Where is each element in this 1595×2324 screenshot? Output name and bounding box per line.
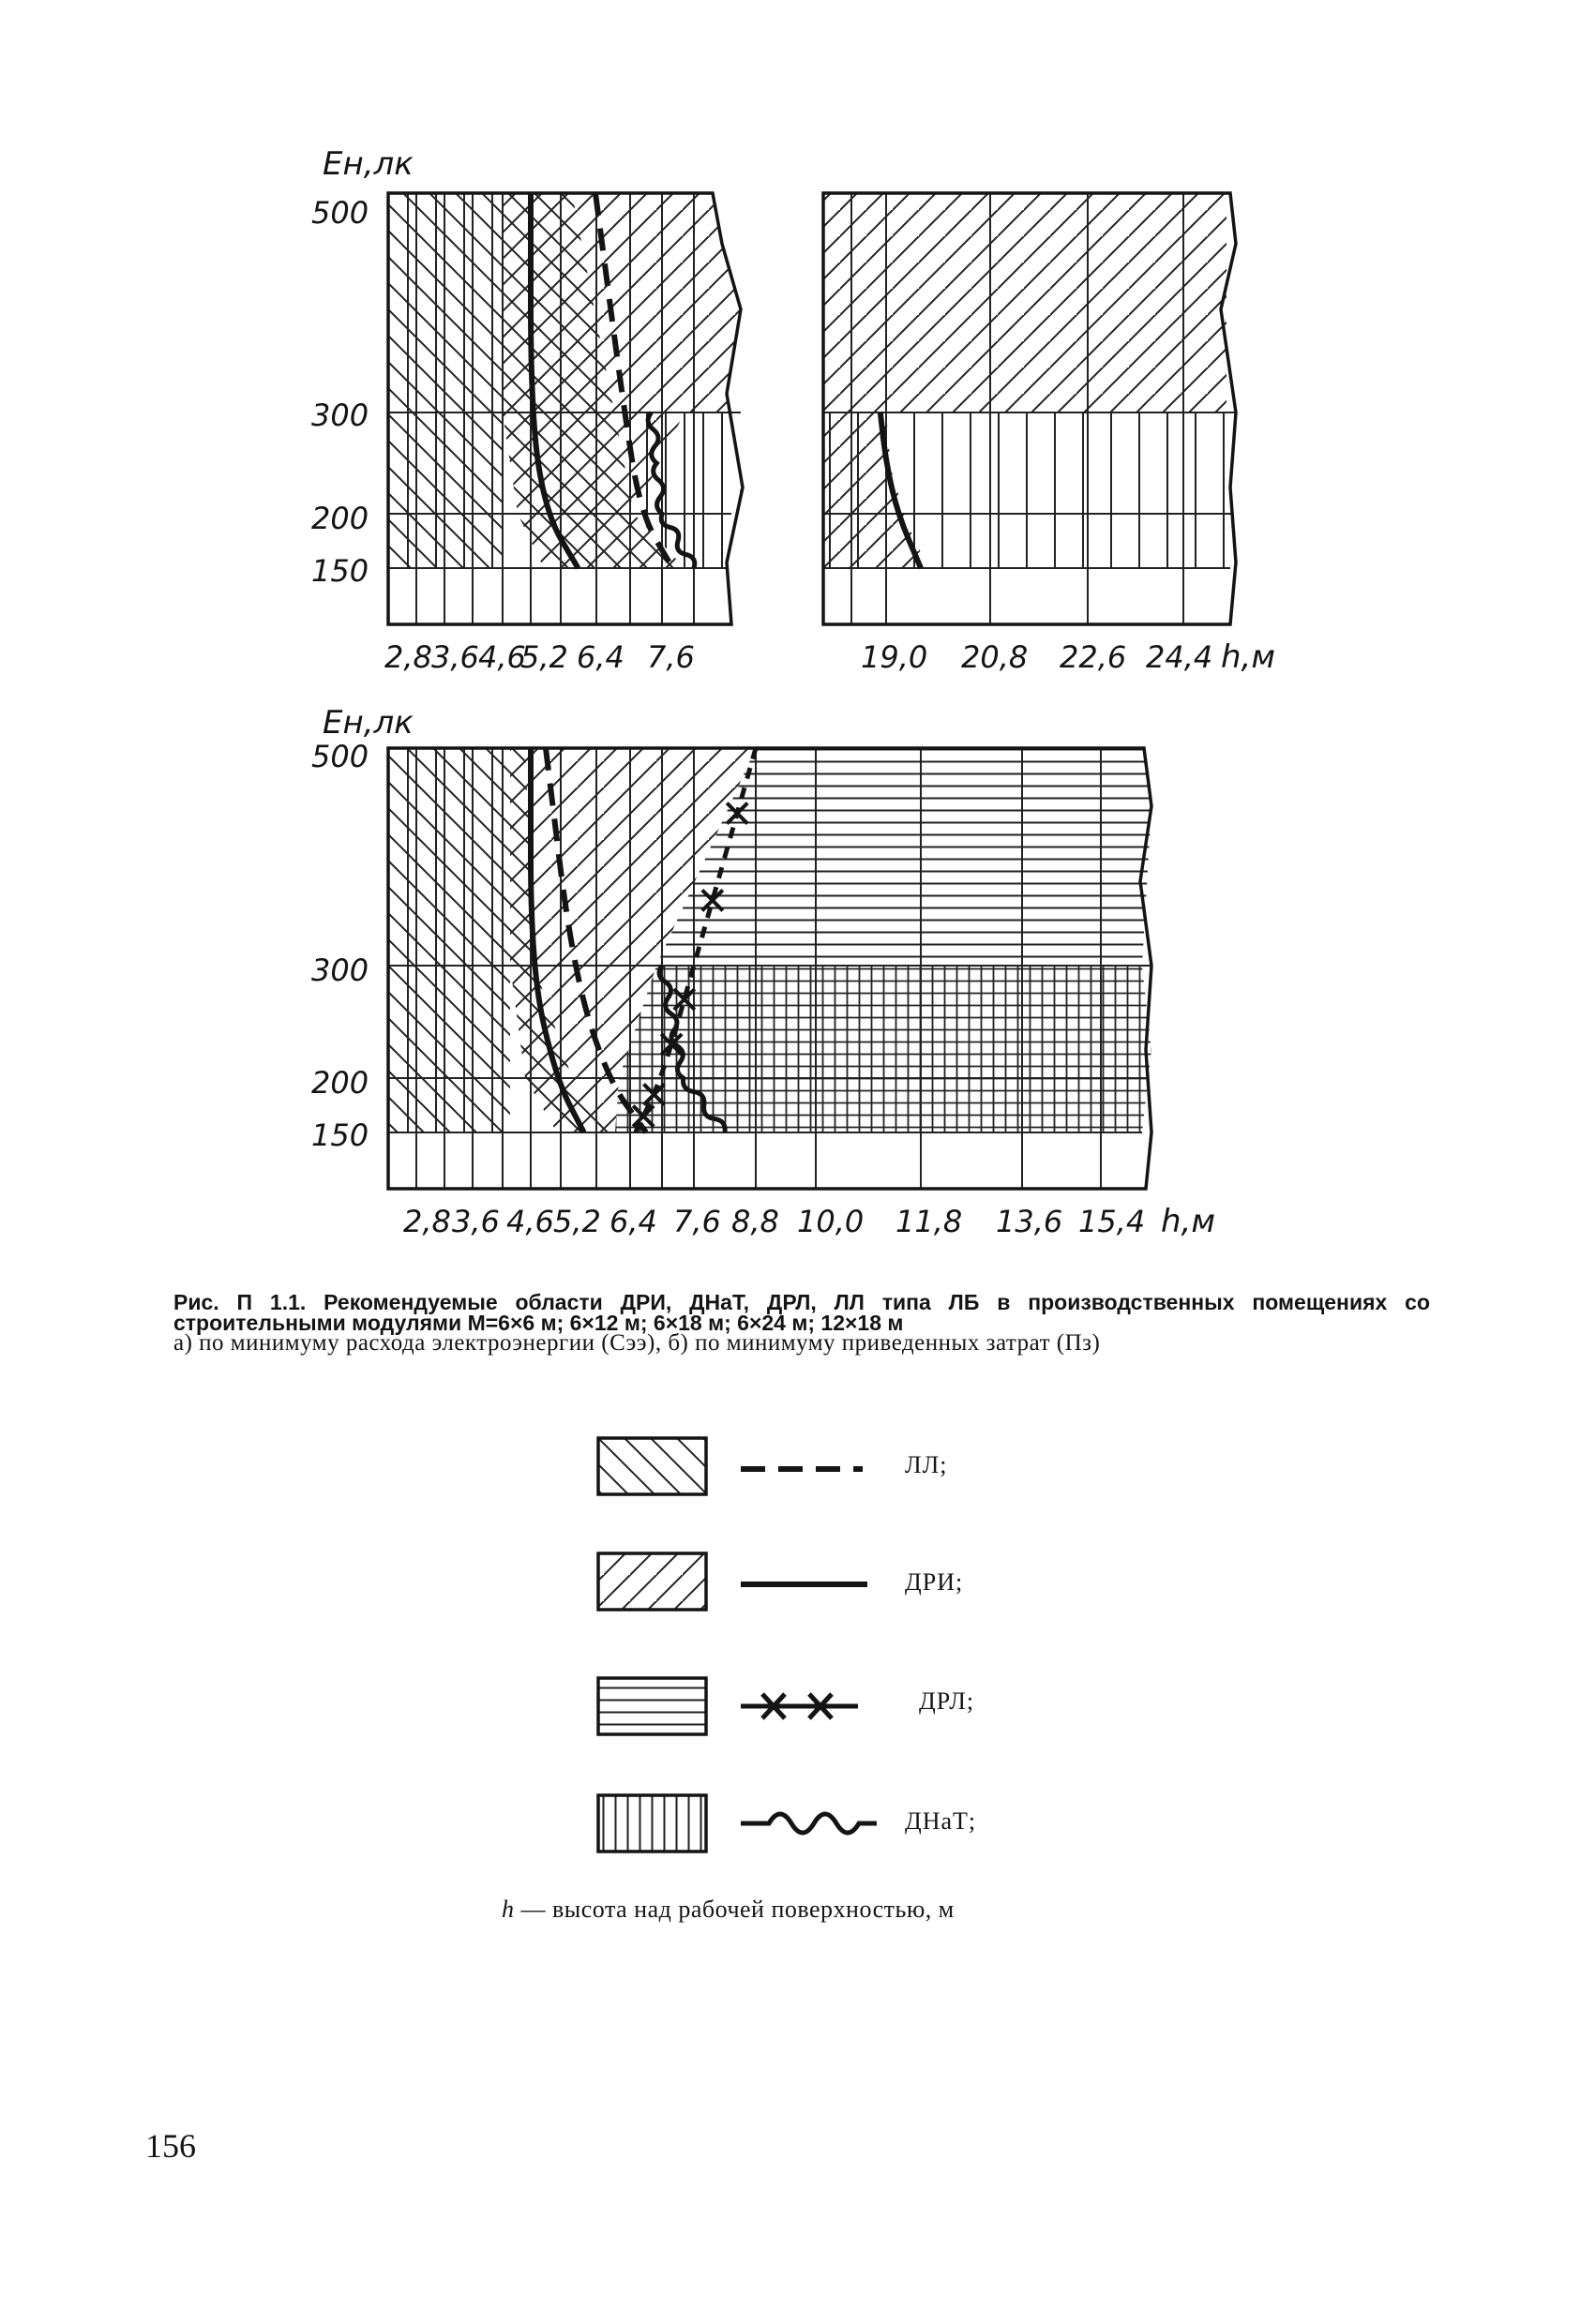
legend-item-ll (598, 1438, 863, 1494)
x-tick-6.4-top-left: 6,4 (577, 639, 624, 675)
x-tick-19.0-top-right: 19,0 (861, 639, 928, 675)
legend-swatch-ll (598, 1438, 706, 1494)
y-tick-200-top-left: 200 (311, 501, 369, 536)
y-tick-500-bottom: 500 (311, 739, 369, 774)
y-axis-label-top-left: Ен,лк (323, 145, 414, 183)
caption-line-1: Рис. П 1.1. Рекомендуемые области ДРИ, ДНаТ, ДРЛ, ЛЛ типа ЛБ в производственных помещениях со строительными модулями М=6×6 м; 6×12 м; 6×18 м; 6×24 м; 12×18 м (173, 1290, 1430, 1335)
legend-item-drl (598, 1678, 858, 1734)
x-tick-7.6-bottom: 7,6 (673, 1204, 721, 1239)
x-tick-3.6-bottom: 3,6 (452, 1204, 500, 1239)
footnote (502, 1896, 955, 1924)
legend-swatch-dnat (598, 1795, 706, 1852)
x-tick-13.6-bottom: 13,6 (996, 1204, 1063, 1239)
legend-label-dri: ДРИ; (905, 1568, 964, 1596)
panel-top-left (311, 145, 743, 675)
x-tick-4.6-top-left: 4,6 (478, 639, 526, 675)
x-tick-5.2-bottom: 5,2 (553, 1204, 601, 1239)
y-tick-150-top-left: 150 (311, 553, 369, 589)
legend-label-ll: ЛЛ; (905, 1451, 948, 1478)
legend-label-drl: ДРЛ; (919, 1687, 975, 1715)
y-tick-150-bottom: 150 (311, 1117, 369, 1153)
region-dri-top-right (823, 193, 1226, 412)
legend-swatch-dri (598, 1553, 706, 1610)
y-tick-200-bottom: 200 (311, 1065, 369, 1101)
x-tick-3.6-top-left: 3,6 (431, 639, 479, 675)
x-tick-4.6-bottom: 4,6 (506, 1204, 554, 1239)
footnote-symbol: h (502, 1896, 515, 1923)
region-empty-top-right (823, 568, 1226, 624)
panel-bottom (311, 704, 1215, 1240)
x-tick-5.2-top-left: 5,2 (520, 639, 568, 675)
y-tick-300-top-left: 300 (311, 397, 369, 433)
x-tick-7.6-top-left: 7,6 (647, 639, 695, 675)
x-axis-label-top-right: h,м (1221, 638, 1276, 676)
x-tick-24.4-top-right: 24,4 (1146, 639, 1213, 675)
page-number: 156 (145, 2127, 196, 2165)
legend-item-dnat (598, 1795, 877, 1852)
y-tick-300-bottom: 300 (311, 952, 369, 988)
legend-swatch-drl (598, 1678, 706, 1734)
x-tick-6.4-bottom: 6,4 (609, 1204, 657, 1239)
x-tick-11.8-bottom: 11,8 (895, 1204, 963, 1239)
panel-top-right (823, 193, 1275, 676)
y-tick-500-top-left: 500 (311, 195, 369, 231)
x-tick-10.0-bottom: 10,0 (797, 1204, 865, 1239)
x-tick-8.8-bottom: 8,8 (731, 1204, 779, 1239)
x-tick-22.6-top-right: 22,6 (1060, 639, 1127, 675)
x-axis-label-bottom: h,м (1161, 1203, 1216, 1240)
x-tick-2.8-bottom: 2,8 (403, 1204, 451, 1239)
figure-caption (173, 1292, 1430, 1354)
legend (598, 1438, 877, 1852)
x-tick-2.8-top-left: 2,8 (384, 639, 432, 675)
x-tick-15.4-bottom: 15,4 (1078, 1204, 1146, 1239)
footnote-text: — высота над рабочей поверхностью, м (514, 1896, 955, 1923)
legend-line-dnat (741, 1814, 877, 1833)
legend-item-dri (598, 1553, 867, 1610)
caption-line-2: а) по минимуму расхода электроэнергии (Сээ), б) по минимуму приведенных затрат (Пз) (173, 1330, 1101, 1356)
region-vertical-grid-bottom (388, 748, 510, 1132)
x-tick-20.8-top-right: 20,8 (961, 639, 1029, 675)
legend-label-dnat: ДНаТ; (905, 1807, 977, 1835)
y-axis-label-bottom: Ен,лк (323, 704, 414, 742)
